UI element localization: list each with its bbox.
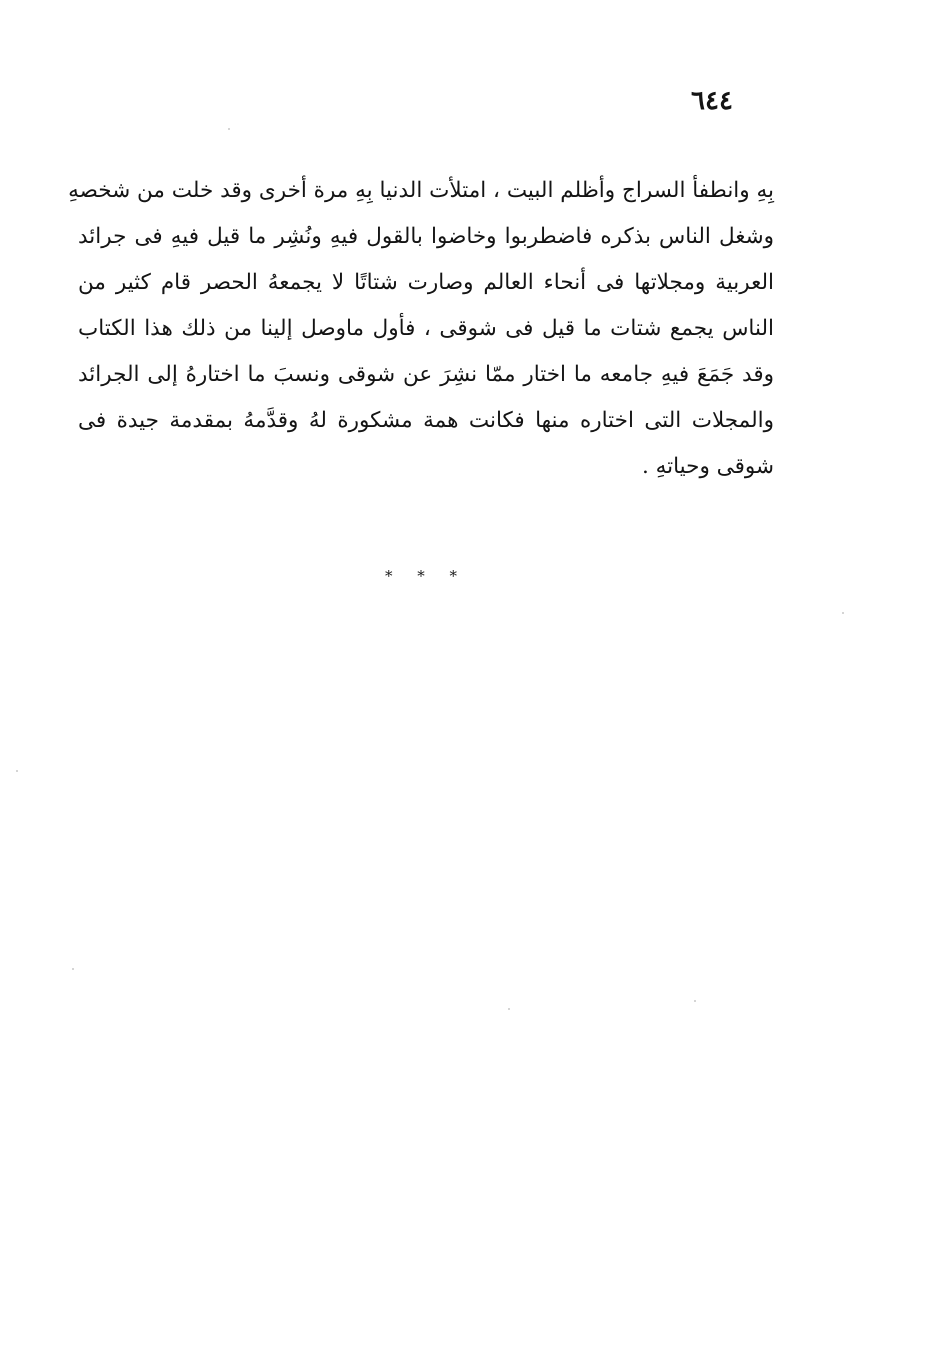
text-line: وشغل الناس بذكره فاضطربوا وخاضوا بالقول فيهِ ونُشِر ما قيل فيهِ فى جرائد [78, 224, 774, 249]
text-line: شوقى وحياتهِ . [641, 454, 774, 479]
text-line: والمجلات التى اختاره منها فكانت همة مشكورة لهُ وقدَّمهُ بمقدمة جيدة فى [78, 408, 774, 433]
text-line: الناس يجمع شتات ما قيل فى شوقى ، فأول ماوصل إلينا من ذلك هذا الكتاب [78, 316, 774, 341]
scan-speck [842, 612, 844, 614]
page-number: ٦٤٤ [691, 86, 733, 116]
scan-speck [508, 1008, 510, 1010]
scan-speck [694, 1000, 696, 1002]
text-line: بِهِ وانطفأ السراج وأظلم البيت ، امتلأت الدنيا بِهِ مرة أخرى وقد خلت من شخصهِ [68, 178, 774, 203]
scan-speck [16, 770, 18, 772]
section-separator: * * * [384, 567, 468, 585]
scan-speck [228, 128, 230, 130]
text-line: العربية ومجلاتها فى أنحاء العالم وصارت شتاتًا لا يجمعهُ الحصر قام كثير من [78, 270, 774, 295]
text-line: وقد جَمَعَ فيهِ جامعه ما اختار ممّا نشِرَ عن شوقى ونسبَ ما اختارهُ إلى الجرائد [78, 362, 774, 387]
scan-speck [72, 968, 74, 970]
body-paragraph [68, 168, 774, 490]
